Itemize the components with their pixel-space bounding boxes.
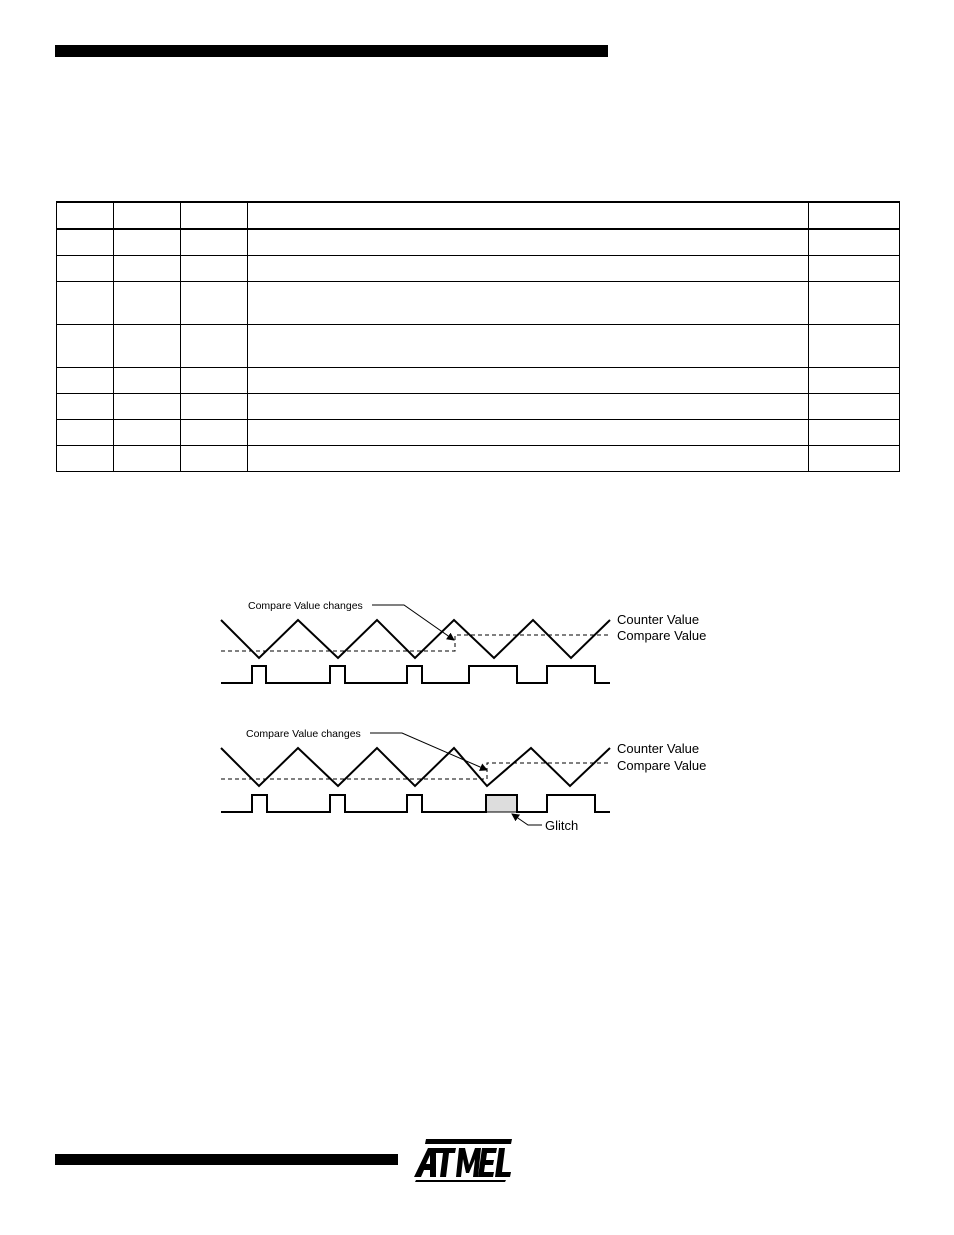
table-row (57, 229, 900, 255)
table-row (57, 281, 900, 324)
table-cell (57, 445, 114, 471)
table-header-row (57, 202, 900, 229)
table-cell (809, 255, 900, 281)
compare-value-label: Compare Value (617, 758, 707, 773)
table-header-cell (114, 202, 181, 229)
table-cell (114, 419, 181, 445)
table-cell (248, 324, 809, 367)
table-cell (248, 281, 809, 324)
table-cell (248, 229, 809, 255)
annotation-arrow (372, 605, 454, 640)
glitch-label: Glitch (545, 818, 579, 833)
table-cell (809, 419, 900, 445)
table-cell (181, 419, 248, 445)
table-body (57, 229, 900, 471)
table-header-cell (57, 202, 114, 229)
table-cell (248, 255, 809, 281)
table-cell (114, 367, 181, 393)
counter-value-label: Counter Value (617, 741, 700, 756)
table-cell (809, 393, 900, 419)
table-row (57, 367, 900, 393)
table-header-cell (809, 202, 900, 229)
table-cell (809, 281, 900, 324)
table-cell (809, 367, 900, 393)
table-cell (809, 229, 900, 255)
table-cell (114, 255, 181, 281)
table-cell (181, 255, 248, 281)
table-row (57, 393, 900, 419)
table-cell (181, 281, 248, 324)
table-row (57, 255, 900, 281)
atmel-logo (412, 1135, 514, 1183)
compare-change-annotation: Compare Value changes (246, 728, 361, 740)
table-row (57, 445, 900, 471)
table-cell (57, 229, 114, 255)
table-cell (248, 445, 809, 471)
pwm-output-waveform (221, 795, 610, 812)
table-cell (114, 393, 181, 419)
glitch-arrow (512, 814, 542, 825)
counter-waveform (221, 748, 610, 786)
table-cell (114, 445, 181, 471)
table-cell (57, 281, 114, 324)
counter-value-label: Counter Value (617, 612, 700, 627)
pwm-glitch-figure (200, 590, 740, 850)
table-cell (114, 229, 181, 255)
table-cell (57, 393, 114, 419)
table-cell (181, 445, 248, 471)
footer-rule (55, 1154, 398, 1165)
compare-value-label: Compare Value (617, 628, 707, 643)
table-cell (809, 324, 900, 367)
bottom-diagram (221, 728, 706, 833)
counter-waveform (221, 620, 610, 658)
table-cell (809, 445, 900, 471)
table-cell (114, 324, 181, 367)
glitch-highlight (486, 795, 517, 812)
table-header-cell (181, 202, 248, 229)
table-cell (248, 367, 809, 393)
table-cell (181, 229, 248, 255)
top-diagram (221, 600, 706, 683)
table-cell (248, 393, 809, 419)
table-cell (181, 324, 248, 367)
table-cell (181, 393, 248, 419)
table-row (57, 324, 900, 367)
table-cell (57, 255, 114, 281)
header-rule (55, 45, 608, 57)
register-table (56, 201, 900, 472)
pwm-output-waveform (221, 666, 610, 683)
compare-change-annotation: Compare Value changes (248, 600, 363, 612)
table-row (57, 419, 900, 445)
table-cell (181, 367, 248, 393)
table-header-cell (248, 202, 809, 229)
table-cell (57, 367, 114, 393)
table-cell (57, 324, 114, 367)
table-cell (248, 419, 809, 445)
table-cell (114, 281, 181, 324)
table-cell (57, 419, 114, 445)
